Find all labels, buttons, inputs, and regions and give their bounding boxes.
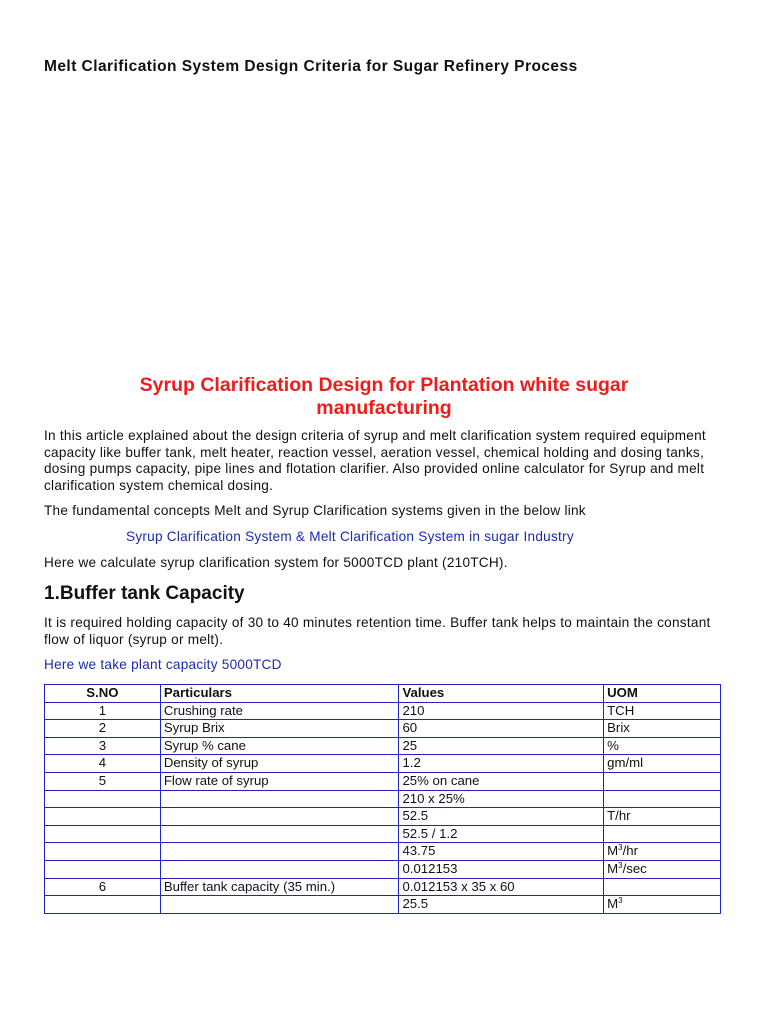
cell-value: 0.012153 x 35 x 60 — [399, 878, 604, 896]
document-title: Melt Clarification System Design Criteria for Sugar Refinery Process — [44, 58, 578, 75]
table-row — [45, 720, 721, 738]
cell-uom — [604, 825, 721, 843]
cell-uom: % — [604, 737, 721, 755]
cell-particulars: Crushing rate — [160, 702, 399, 720]
cell-value: 60 — [399, 720, 604, 738]
cell-particulars — [160, 843, 399, 861]
buffer-tank-paragraph: It is required holding capacity of 30 to 40 minutes retention time. Buffer tank helps to maintain the constant flow of liquor (syrup or melt). — [44, 615, 711, 647]
header-particulars: Particulars — [160, 685, 399, 703]
cell-value: 210 x 25% — [399, 790, 604, 808]
cell-value: 25.5 — [399, 896, 604, 914]
cell-uom: $M^3/hr$ — [604, 843, 721, 861]
table-row — [45, 860, 721, 878]
table-row — [45, 737, 721, 755]
header-uom: UOM — [604, 685, 721, 703]
cell-sno: 4 — [45, 755, 161, 773]
table-row — [45, 878, 721, 896]
cell-value: 210 — [399, 702, 604, 720]
table-header-row — [45, 685, 721, 703]
cell-particulars — [160, 860, 399, 878]
cell-uom — [604, 878, 721, 896]
cell-uom — [604, 772, 721, 790]
cell-particulars: Buffer tank capacity (35 min.) — [160, 878, 399, 896]
table-row — [45, 808, 721, 826]
cell-uom: TCH — [604, 702, 721, 720]
cell-sno: 2 — [45, 720, 161, 738]
table-row — [45, 702, 721, 720]
cell-uom: T/hr — [604, 808, 721, 826]
cell-value: 25 — [399, 737, 604, 755]
header-sno: S.NO — [45, 685, 161, 703]
section-heading-buffer-tank: 1.Buffer tank Capacity — [44, 583, 245, 604]
table-row — [45, 896, 721, 914]
table-row — [45, 772, 721, 790]
cell-particulars — [160, 808, 399, 826]
clarification-systems-link[interactable]: Syrup Clarification System & Melt Clarification System in sugar Industry — [126, 529, 574, 544]
cell-particulars: Syrup % cane — [160, 737, 399, 755]
table-row — [45, 755, 721, 773]
plant-capacity-link[interactable]: Here we take plant capacity 5000TCD — [44, 657, 282, 672]
cell-particulars — [160, 896, 399, 914]
cell-uom: Brix — [604, 720, 721, 738]
calculation-paragraph: Here we calculate syrup clarification system for 5000TCD plant (210TCH). — [44, 555, 508, 570]
cell-sno — [45, 790, 161, 808]
concepts-paragraph: The fundamental concepts Melt and Syrup Clarification systems given in the below link — [44, 503, 586, 518]
cell-sno — [45, 860, 161, 878]
cell-sno — [45, 825, 161, 843]
cell-value: 52.5 — [399, 808, 604, 826]
article-headline: Syrup Clarification Design for Plantation white sugar manufacturing — [139, 374, 629, 419]
table-row — [45, 825, 721, 843]
cell-sno: 1 — [45, 702, 161, 720]
table-row — [45, 790, 721, 808]
header-values: Values — [399, 685, 604, 703]
cell-value: 1.2 — [399, 755, 604, 773]
cell-sno — [45, 896, 161, 914]
cell-sno: 6 — [45, 878, 161, 896]
cell-uom: $M^3/\sec$ — [604, 860, 721, 878]
cell-value: 43.75 — [399, 843, 604, 861]
cell-value: 0.012153 — [399, 860, 604, 878]
cell-value: 25% on cane — [399, 772, 604, 790]
intro-paragraph: In this article explained about the design criteria of syrup and melt clarification system required equipment capacity like buffer tank, melt heater, reaction vessel, aeration vessel, chemical holding and dosing tanks, dosing pumps capacity, pipe lines and flotation clarifier. Also provided online calculator for Syrup and melt clarification system chemical dosing. — [44, 428, 706, 493]
cell-value: 52.5 / 1.2 — [399, 825, 604, 843]
table-row — [45, 843, 721, 861]
cell-sno — [45, 808, 161, 826]
cell-particulars — [160, 825, 399, 843]
buffer-tank-table — [44, 684, 721, 914]
cell-uom: $M^3$ — [604, 896, 721, 914]
cell-sno: 5 — [45, 772, 161, 790]
cell-sno: 3 — [45, 737, 161, 755]
cell-uom: gm/ml — [604, 755, 721, 773]
cell-uom — [604, 790, 721, 808]
cell-particulars: Density of syrup — [160, 755, 399, 773]
cell-particulars: Flow rate of syrup — [160, 772, 399, 790]
cell-particulars: Syrup Brix — [160, 720, 399, 738]
cell-sno — [45, 843, 161, 861]
cell-particulars — [160, 790, 399, 808]
